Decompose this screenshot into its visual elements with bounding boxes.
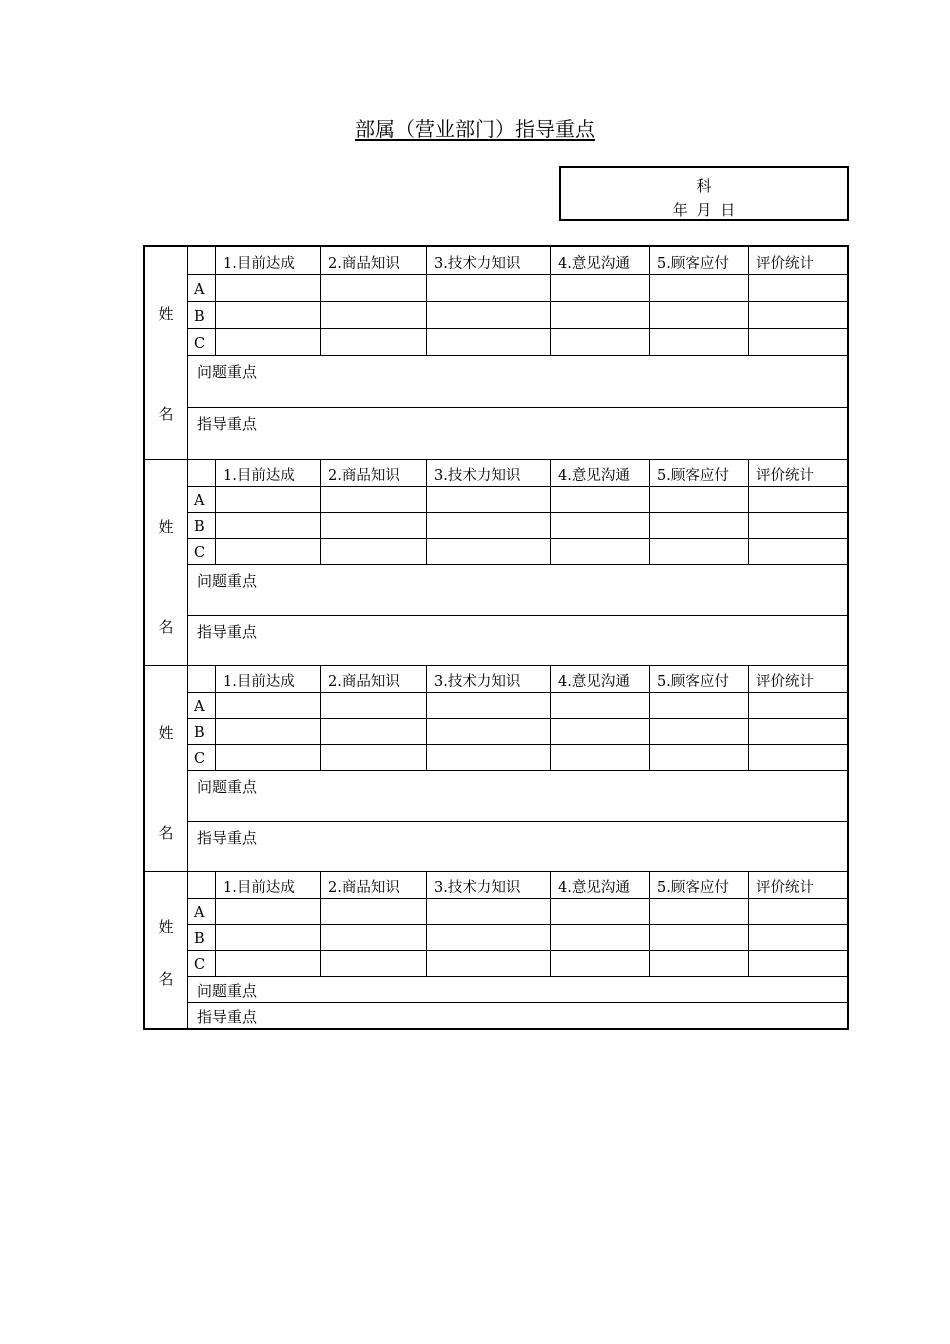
column-header: 4.意见沟通: [558, 256, 630, 272]
column-header: 4.意见沟通: [558, 880, 630, 896]
score-cell[interactable]: [427, 925, 550, 950]
score-cell[interactable]: [321, 951, 426, 976]
column-header: 评价统计: [756, 880, 814, 896]
column-header: 1.目前达成: [223, 674, 295, 690]
score-cell[interactable]: [427, 693, 550, 718]
problem-focus-field[interactable]: [188, 771, 847, 821]
score-cell[interactable]: [551, 951, 649, 976]
score-cell[interactable]: [427, 899, 550, 924]
column-header: 2.商品知识: [328, 674, 400, 690]
score-cell[interactable]: [749, 302, 847, 328]
block-divider: [145, 459, 847, 460]
score-cell[interactable]: [551, 745, 649, 770]
score-cell[interactable]: [321, 487, 426, 512]
score-cell[interactable]: [650, 275, 748, 301]
score-cell[interactable]: [216, 951, 320, 976]
score-cell[interactable]: [321, 513, 426, 538]
score-cell[interactable]: [321, 329, 426, 355]
score-cell[interactable]: [427, 487, 550, 512]
problem-focus-label: 问题重点: [197, 363, 258, 381]
column-header: 评价统计: [756, 256, 814, 272]
score-cell[interactable]: [749, 925, 847, 950]
row-label-a: A: [194, 493, 205, 509]
score-cell[interactable]: [551, 275, 649, 301]
name-label-char: 名: [158, 970, 174, 988]
row-label-a: A: [194, 905, 205, 921]
row-label-b: B: [194, 308, 205, 325]
score-cell[interactable]: [650, 302, 748, 328]
employee-block: [145, 666, 847, 872]
score-cell[interactable]: [650, 951, 748, 976]
score-cell[interactable]: [749, 899, 847, 924]
name-column: [145, 247, 188, 460]
column-header: 3.技术力知识: [434, 468, 521, 484]
column-header: 2.商品知识: [328, 256, 400, 272]
score-cell[interactable]: [650, 487, 748, 512]
name-label-char: 姓: [158, 724, 174, 742]
score-cell[interactable]: [321, 745, 426, 770]
column-header: 3.技术力知识: [434, 674, 521, 690]
column-header: 1.目前达成: [223, 256, 295, 272]
row-label-a: A: [194, 699, 205, 715]
employee-block: [145, 247, 847, 460]
page-title: [0, 116, 950, 142]
score-cell[interactable]: [650, 925, 748, 950]
column-header: 2.商品知识: [328, 468, 400, 484]
name-column: [145, 872, 188, 1028]
score-cell[interactable]: [749, 693, 847, 718]
score-cell[interactable]: [551, 302, 649, 328]
score-cell[interactable]: [427, 951, 550, 976]
block-divider: [145, 665, 847, 666]
score-cell[interactable]: [749, 487, 847, 512]
score-cell[interactable]: [749, 329, 847, 355]
column-header: 5.顾客应付: [657, 674, 729, 690]
score-cell[interactable]: [216, 719, 320, 744]
column-header: 5.顾客应付: [657, 256, 729, 272]
guidance-focus-label: 指导重点: [197, 415, 258, 433]
problem-focus-label: 问题重点: [197, 572, 258, 590]
column-header: 评价统计: [756, 674, 814, 690]
problem-focus-label: 问题重点: [197, 982, 258, 1000]
score-cell[interactable]: [321, 539, 426, 564]
score-cell[interactable]: [427, 329, 550, 355]
problem-focus-label: 问题重点: [197, 778, 258, 796]
block-divider: [145, 871, 847, 872]
score-cell[interactable]: [321, 925, 426, 950]
score-cell[interactable]: [321, 275, 426, 301]
name-label-char: 名: [158, 405, 174, 423]
score-cell[interactable]: [427, 275, 550, 301]
score-cell[interactable]: [551, 925, 649, 950]
guidance-focus-field[interactable]: [188, 616, 847, 666]
column-header: 2.商品知识: [328, 880, 400, 896]
guidance-focus-field[interactable]: [188, 1003, 847, 1028]
score-cell[interactable]: [551, 487, 649, 512]
problem-focus-field[interactable]: [188, 977, 847, 1002]
column-header: 1.目前达成: [223, 468, 295, 484]
row-label-a: A: [194, 281, 205, 298]
name-column: [145, 666, 188, 872]
column-header: 3.技术力知识: [434, 880, 521, 896]
score-cell[interactable]: [427, 302, 550, 328]
guidance-focus-label: 指导重点: [197, 1008, 258, 1026]
row-label-c: C: [194, 545, 206, 561]
name-label-char: 名: [158, 824, 174, 842]
score-cell[interactable]: [321, 899, 426, 924]
guidance-focus-label: 指导重点: [197, 829, 258, 847]
score-cell[interactable]: [216, 539, 320, 564]
score-cell[interactable]: [321, 719, 426, 744]
name-label-char: 名: [158, 618, 174, 636]
score-cell[interactable]: [650, 513, 748, 538]
score-cell[interactable]: [216, 329, 320, 355]
score-cell[interactable]: [216, 513, 320, 538]
score-cell[interactable]: [216, 487, 320, 512]
date-label: 年 月 日: [672, 201, 736, 219]
row-label-b: B: [194, 519, 205, 535]
score-cell[interactable]: [216, 899, 320, 924]
row-label-b: B: [194, 931, 205, 947]
score-cell[interactable]: [321, 693, 426, 718]
employee-block: [145, 460, 847, 666]
dept-label: 科: [696, 177, 712, 195]
column-header: 5.顾客应付: [657, 468, 729, 484]
score-cell[interactable]: [551, 719, 649, 744]
score-cell[interactable]: [321, 302, 426, 328]
score-cell[interactable]: [216, 925, 320, 950]
problem-focus-field[interactable]: [188, 356, 847, 407]
score-cell[interactable]: [427, 719, 550, 744]
row-label-c: C: [194, 335, 206, 352]
score-cell[interactable]: [216, 302, 320, 328]
page-title-text: 部属（营业部门）指导重点: [355, 117, 595, 141]
name-label-char: 姓: [158, 918, 174, 936]
score-cell[interactable]: [427, 539, 550, 564]
dept-date-box: [559, 166, 849, 221]
score-cell[interactable]: [427, 745, 550, 770]
name-label-char: 姓: [158, 305, 174, 323]
score-cell[interactable]: [427, 513, 550, 538]
column-header: 1.目前达成: [223, 880, 295, 896]
score-cell[interactable]: [650, 539, 748, 564]
row-label-b: B: [194, 725, 205, 741]
employee-block: [145, 872, 847, 1028]
score-cell[interactable]: [650, 329, 748, 355]
problem-focus-field[interactable]: [188, 565, 847, 615]
score-cell[interactable]: [551, 899, 649, 924]
guidance-focus-field[interactable]: [188, 822, 847, 872]
score-cell[interactable]: [216, 745, 320, 770]
guidance-focus-label: 指导重点: [197, 623, 258, 641]
guidance-form: [143, 245, 849, 1030]
column-header: 评价统计: [756, 468, 814, 484]
score-cell[interactable]: [650, 899, 748, 924]
score-cell[interactable]: [551, 513, 649, 538]
score-cell[interactable]: [216, 275, 320, 301]
score-cell[interactable]: [551, 693, 649, 718]
score-cell[interactable]: [216, 693, 320, 718]
column-header: 3.技术力知识: [434, 256, 521, 272]
score-cell[interactable]: [650, 719, 748, 744]
column-header: 4.意见沟通: [558, 674, 630, 690]
column-header: 4.意见沟通: [558, 468, 630, 484]
score-cell[interactable]: [650, 693, 748, 718]
score-cell[interactable]: [551, 329, 649, 355]
score-cell[interactable]: [749, 951, 847, 976]
score-cell[interactable]: [650, 745, 748, 770]
score-cell[interactable]: [551, 539, 649, 564]
score-cell[interactable]: [749, 539, 847, 564]
row-label-c: C: [194, 957, 206, 973]
name-label-char: 姓: [158, 518, 174, 536]
score-cell[interactable]: [749, 513, 847, 538]
guidance-focus-field[interactable]: [188, 408, 847, 458]
score-cell[interactable]: [749, 745, 847, 770]
score-cell[interactable]: [749, 719, 847, 744]
name-column: [145, 460, 188, 666]
score-cell[interactable]: [749, 275, 847, 301]
row-label-c: C: [194, 751, 206, 767]
column-header: 5.顾客应付: [657, 880, 729, 896]
